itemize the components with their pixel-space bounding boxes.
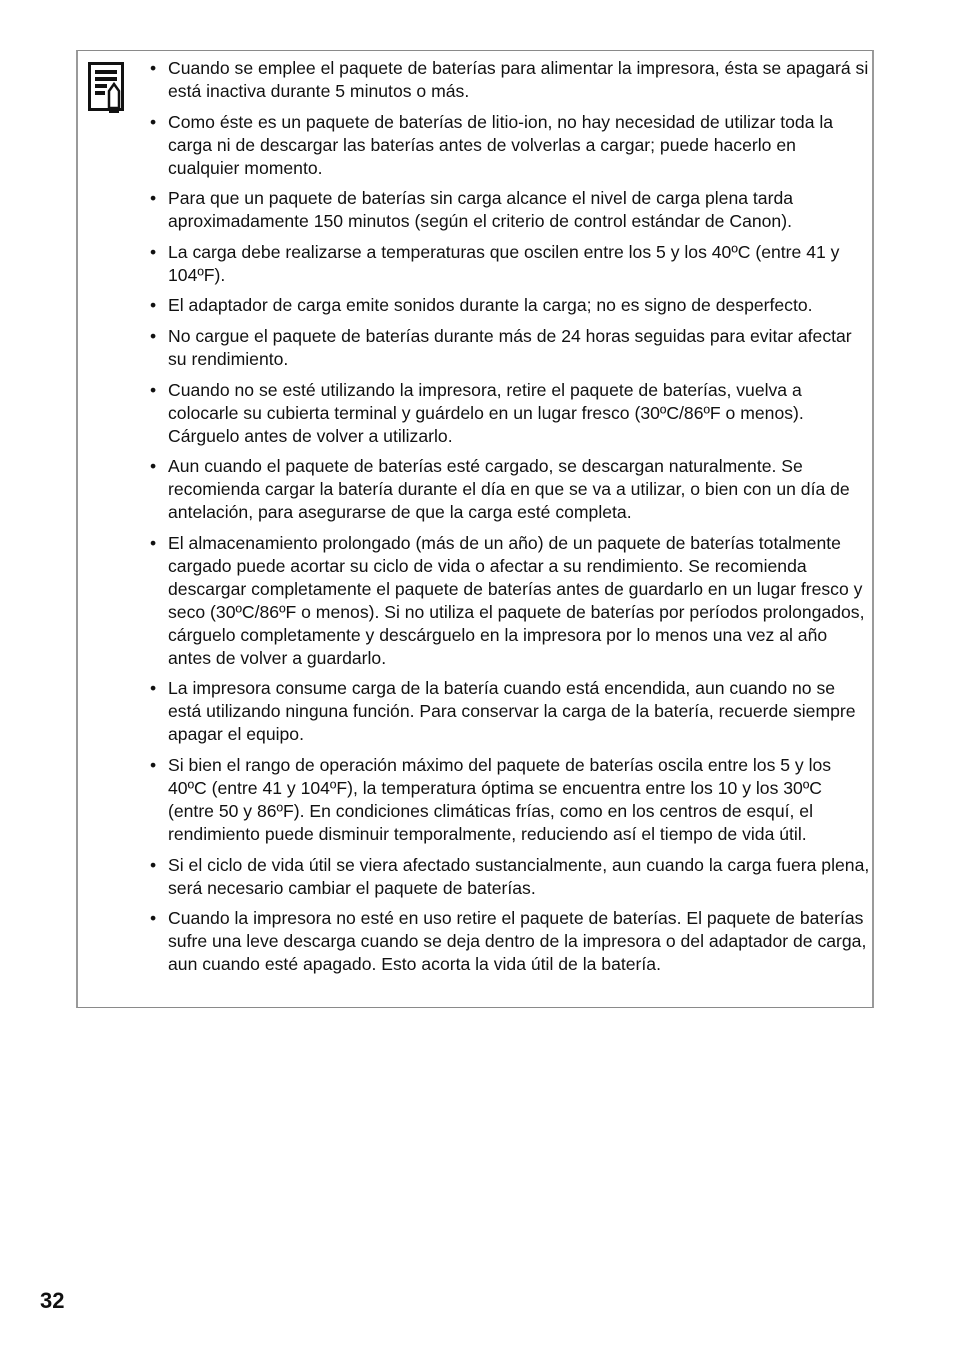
- list-item-text: Si el ciclo de vida útil se viera afectado sustancialmente, aun cuando la carga fuera plena, será necesario cambiar el paquete de baterías.: [168, 854, 870, 898]
- list-item-text: Aun cuando el paquete de baterías esté cargado, se descargan naturalmente. Se recomienda cargar la batería durante el día en que se va a utilizar, o bien con un día de antelación, para asegurarse de que la carga esté completa.: [168, 456, 850, 523]
- list-item-text: Para que un paquete de baterías sin carga alcance el nivel de carga plena tarda aproximadamente 150 minutos (según el criterio de control estándar de Canon).: [168, 188, 794, 232]
- bullet: •: [150, 854, 157, 875]
- bullet: •: [150, 111, 157, 132]
- list-item-text: Como éste es un paquete de baterías de litio-ion, no hay necesidad de utilizar toda la carga ni de descargar las baterías antes de volverlas a cargar; puede hacerlo en cualquier momento.: [168, 111, 834, 178]
- list-item: [150, 241, 872, 287]
- bullet: •: [150, 188, 157, 209]
- list-item: [150, 325, 872, 371]
- note-list: [150, 57, 872, 984]
- list-item-text: Cuando no se esté utilizando la impresora, retire el paquete de baterías, vuelva a colocarle su cubierta terminal y guárdelo en un lugar fresco (30ºC/86ºF o menos). Cárguelo antes de volver a utilizarlo.: [168, 379, 804, 446]
- bullet: •: [150, 532, 157, 553]
- bullet: •: [150, 325, 157, 346]
- list-item: [150, 677, 872, 746]
- list-item: [150, 532, 872, 670]
- bullet: •: [150, 908, 157, 929]
- list-item: [150, 379, 872, 448]
- list-item-text: Cuando se emplee el paquete de baterías para alimentar la impresora, ésta se apagará si está inactiva durante 5 minutos o más.: [168, 58, 869, 101]
- list-item-text: El adaptador de carga emite sonidos durante la carga; no es signo de desperfecto.: [168, 295, 813, 316]
- bullet: •: [150, 295, 157, 316]
- bullet: •: [150, 456, 157, 477]
- bullet: •: [150, 241, 157, 262]
- bullet: •: [150, 678, 157, 699]
- list-item: [150, 57, 872, 103]
- list-item: [150, 294, 872, 317]
- list-item-text: Cuando la impresora no esté en uso retire el paquete de baterías. El paquete de baterías sufre una leve descarga cuando se deja dentro de la impresora o del adaptador de carga, aun cuando esté apagado. Esto acorta la vida útil de la batería.: [168, 908, 867, 975]
- memo-icon: [88, 62, 128, 114]
- list-item: [150, 187, 872, 233]
- list-item-text: No cargue el paquete de baterías durante más de 24 horas seguidas para evitar afectar su rendimiento.: [168, 325, 852, 369]
- bullet: •: [150, 379, 157, 400]
- list-item-text: Si bien el rango de operación máximo del paquete de baterías oscila entre los 5 y los 40ºC (entre 41 y 104ºF), la temperatura óptima se encuentra entre los 10 y los 30ºC (entre 50 y 86ºF). En condiciones climáticas frías, como en los centros de esquí, el rendimiento puede disminuir temporalmente, reduciendo así el tiempo de vida útil.: [168, 754, 832, 844]
- list-item-text: La impresora consume carga de la batería cuando está encendida, aun cuando no se está utilizando ninguna función. Para conservar la carga de la batería, recuerde siempre apagar el equipo.: [168, 678, 856, 745]
- bullet: •: [150, 754, 157, 775]
- page-number: 32: [40, 1288, 65, 1313]
- list-item-text: El almacenamiento prolongado (más de un año) de un paquete de baterías totalmente cargado puede acortar su ciclo de vida o afectar a su rendimiento. Se recomienda descargar completamente el paquete de baterías antes de guardarlo en un lugar fresco y seco (30ºC/86ºF o menos). Si no utiliza el paquete de baterías por períodos prolongados, cárguelo completamente y descárguelo en la impresora por lo menos una vez al año antes de volver a guardarlo.: [168, 532, 865, 668]
- list-item: [150, 455, 872, 524]
- list-item: [150, 754, 872, 846]
- list-item: [150, 111, 872, 180]
- note-box: [76, 50, 874, 1008]
- list-item-text: La carga debe realizarse a temperaturas que oscilen entre los 5 y los 40ºC (entre 41 y 104ºF).: [168, 241, 840, 285]
- list-item: [150, 907, 872, 976]
- bullet: •: [150, 58, 157, 78]
- list-item: [150, 854, 872, 900]
